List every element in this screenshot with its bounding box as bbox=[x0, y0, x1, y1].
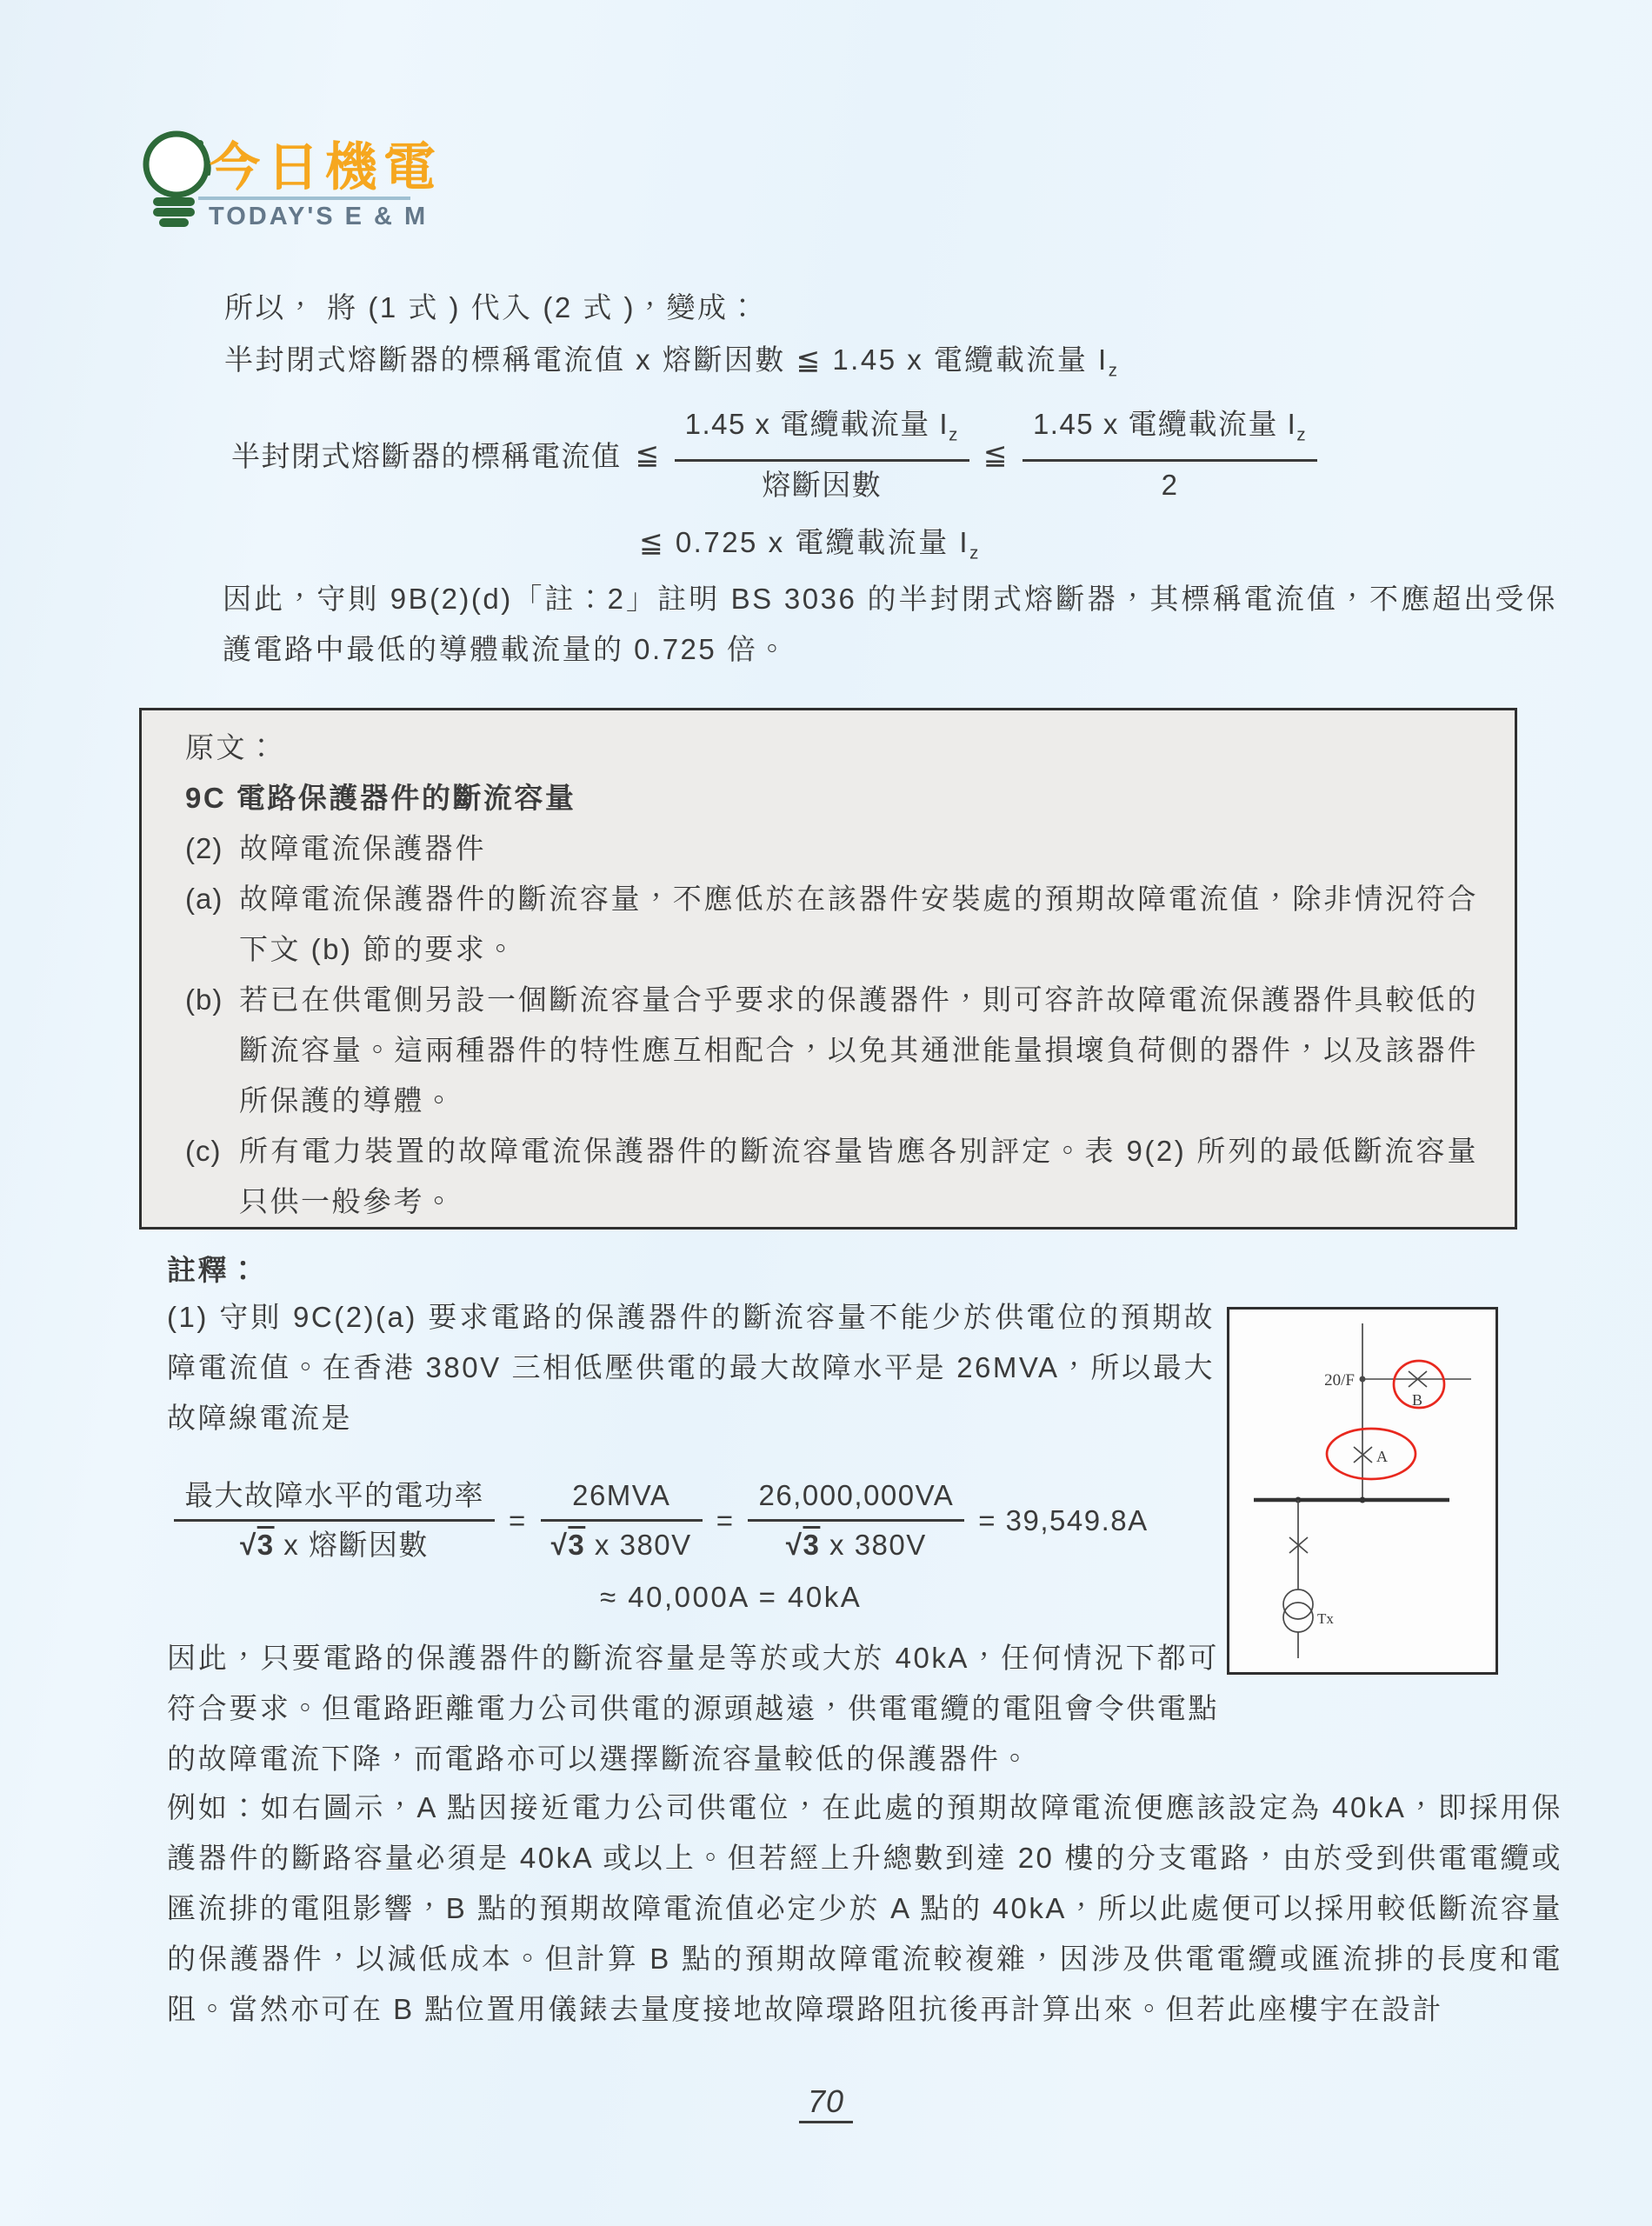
iz-subscript: z bbox=[1108, 360, 1120, 381]
intro-line-2-text: 半封閉式熔斷器的標稱電流值 x 熔斷因數 ≦ 1.45 x 電纜載流量 I bbox=[224, 343, 1109, 376]
leq-sign: ≦ bbox=[635, 438, 661, 471]
fraction-denominator: 2 bbox=[1023, 459, 1317, 503]
item-marker: (c) bbox=[185, 1135, 222, 1167]
source-box-label: 原文： bbox=[185, 731, 278, 763]
fraction bbox=[675, 407, 969, 503]
fraction-denominator: √3 x 380V bbox=[541, 1519, 703, 1563]
iz-subscript: z bbox=[969, 543, 981, 563]
fraction-numerator: 1.45 x 電纜載流量 $I_z$ bbox=[684, 408, 959, 445]
item-marker: (2) bbox=[185, 832, 223, 864]
intro-line-2 bbox=[224, 335, 1598, 397]
item-marker: (a) bbox=[185, 883, 223, 915]
equals-sign: = bbox=[509, 1503, 527, 1536]
item-text: 故障電流保護器件 bbox=[239, 832, 486, 864]
notes-label: 註釋： bbox=[167, 1254, 260, 1286]
junction-dot bbox=[1360, 1497, 1366, 1503]
fraction-numerator: 26,000,000VA bbox=[758, 1479, 955, 1511]
fraction bbox=[748, 1478, 964, 1563]
fraction bbox=[541, 1478, 703, 1563]
formula-result-line bbox=[639, 517, 981, 579]
point-b-label: B bbox=[1412, 1391, 1423, 1409]
point-a-label: A bbox=[1376, 1448, 1388, 1465]
source-box bbox=[139, 708, 1517, 1230]
equals-sign: = bbox=[716, 1503, 735, 1536]
formula-result: = 39,549.8A bbox=[978, 1503, 1149, 1536]
logo-subtitle: TODAY'S E & M bbox=[209, 203, 429, 230]
page-footer bbox=[799, 2083, 853, 2120]
fault-current-formula bbox=[174, 1478, 1149, 1563]
source-item bbox=[185, 975, 1478, 1126]
leq-sign: ≦ bbox=[983, 438, 1009, 471]
item-text: 若已在供電側另設一個斷流容量合乎要求的保護器件，則可容許故障電流保護器件具較低的斷流容量。這兩種器件的特性應互相配合，以免其通泄能量損壞負荷側的器件，以及該器件所保護的導體。 bbox=[239, 983, 1478, 1116]
page-number: 70 bbox=[799, 2083, 853, 2123]
formula-result-text: ≦ 0.725 x 電纜載流量 I bbox=[639, 526, 970, 558]
fraction-denominator: √3 x 380V bbox=[748, 1519, 964, 1563]
fraction-denominator: √3 x 熔斷因數 bbox=[174, 1519, 495, 1563]
para-conclusion: 因此，守則 9B(2)(d)「註：2」註明 BS 3036 的半封閉式熔斷器，其標稱電流值，不應超出受保護電路中最低的導體載流量的 0.725 倍。 bbox=[223, 583, 1557, 665]
rated-current-formula bbox=[231, 407, 1317, 503]
floor-label: 20/F bbox=[1324, 1371, 1355, 1390]
item-text: 所有電力裝置的故障電流保護器件的斷流容量皆應各別評定。表 9(2) 所列的最低斷流容量只供一般參考。 bbox=[239, 1135, 1478, 1217]
fraction-denominator: 熔斷因數 bbox=[675, 459, 969, 503]
source-item bbox=[185, 1126, 1478, 1227]
approx-result: ≈ 40,000A = 40kA bbox=[600, 1581, 863, 1613]
fraction-numerator: 最大故障水平的電功率 bbox=[184, 1479, 484, 1511]
fraction-numerator: 26MVA bbox=[572, 1479, 671, 1511]
item-text: 故障電流保護器件的斷流容量，不應低於在該器件安裝處的預期故障電流值，除非情況符合下文 (b) 節的要求。 bbox=[239, 883, 1478, 965]
fraction bbox=[1023, 407, 1317, 503]
para-40ka: 因此，只要電路的保護器件的斷流容量是等於或大於 40kA，任何情況下都可符合要求。但電路距離電力公司供電的源頭越遠，供電電纜的電阻會令供電點的故障電流下降，而電路亦可以選擇斷流容量較低的保護器件。 bbox=[167, 1642, 1219, 1775]
formula-lhs: 半封閉式熔斷器的標稱電流值 bbox=[231, 440, 622, 473]
note-1: (1) 守則 9C(2)(a) 要求電路的保護器件的斷流容量不能少於供電位的預期故障電流值。在香港 380V 三相低壓供電的最大故障水平是 26MVA，所以最大故障線電流是 bbox=[167, 1301, 1215, 1434]
fraction-numerator: 1.45 x 電纜載流量 $I_z$ bbox=[1032, 408, 1308, 445]
transformer-label: Tx bbox=[1317, 1610, 1334, 1627]
logo-underline bbox=[198, 197, 410, 200]
lightbulb-logo-icon bbox=[139, 130, 219, 231]
para-example: 例如：如右圖示，A 點因接近電力公司供電位，在此處的預期故障電流便應該設定為 40kA，即採用保護器件的斷路容量必須是 40kA 或以上。但若經上升總數到達 20 樓的分支電路，由於受到供電電纜或匯流排的電阻影響，B 點的預期故障電流值必定少於 A 點的 40kA，所以此處便可以採用較低斷流容量的保護器件，以減低成本。但計算 B 點的預期故障電流較複雜，因涉及供電電纜或匯流排的長度和電阻。當然亦可在 B 點位置用儀錶去量度接地故障環路阻抗後再計算出來。但若此座樓宇在設計 bbox=[167, 1791, 1562, 2025]
source-item bbox=[185, 823, 1478, 874]
source-item bbox=[185, 874, 1478, 975]
source-box-heading: 9C 電路保護器件的斷流容量 bbox=[185, 782, 576, 814]
item-marker: (b) bbox=[185, 983, 223, 1016]
logo-title: 今日機電 bbox=[209, 138, 442, 197]
fraction bbox=[174, 1478, 495, 1563]
circuit-diagram bbox=[1227, 1307, 1498, 1675]
intro-line-1: 所以， 將 (1 式 ) 代入 (2 式 )，變成： bbox=[224, 291, 760, 323]
